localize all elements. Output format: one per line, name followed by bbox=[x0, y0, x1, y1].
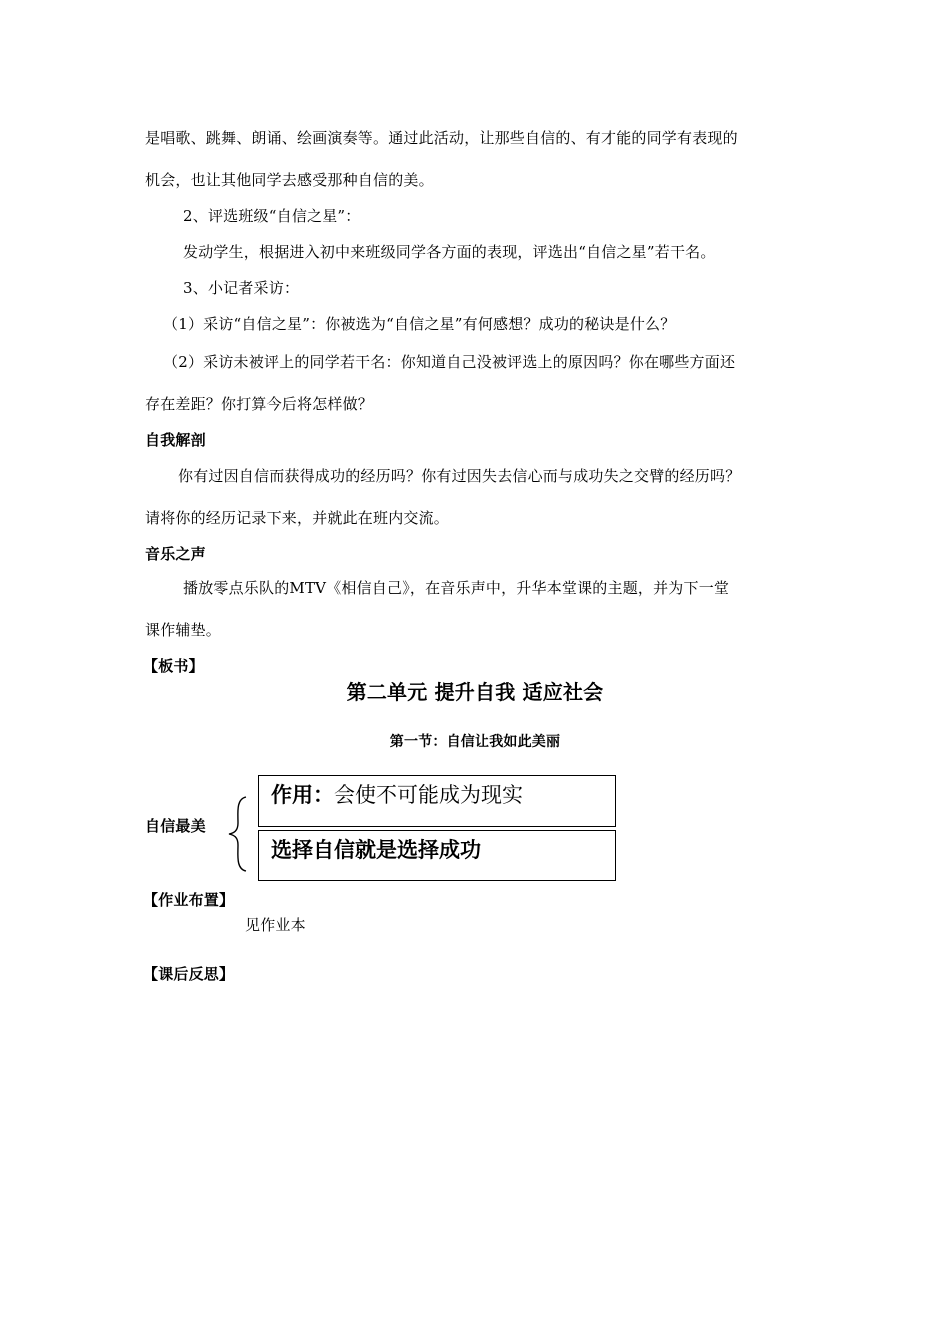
list-item-heading: 2、评选班级“自信之星”： bbox=[183, 207, 361, 225]
box-bold-text: 选择自信就是选择成功 bbox=[271, 838, 481, 862]
list-item-heading: 3、小记者采访： bbox=[183, 279, 300, 297]
paragraph-line: 请将你的经历记录下来，并就此在班内交流。 bbox=[145, 509, 450, 527]
list-item: （1）采访“自信之星”：你被选为“自信之星”有何感想？成功的秘诀是什么？ bbox=[163, 315, 676, 333]
board-left-label: 自信最美 bbox=[145, 817, 206, 835]
homework-heading: 【作业布置】 bbox=[143, 891, 235, 909]
board-box-choice bbox=[258, 830, 616, 881]
section-heading: 自我解剖 bbox=[145, 431, 206, 449]
list-item: （2）采访未被评上的同学若干名：你知道自己没被评选上的原因吗？你在哪些方面还 bbox=[163, 353, 736, 371]
reflection-heading: 【课后反思】 bbox=[143, 965, 235, 983]
paragraph-line: 是唱歌、跳舞、朗诵、绘画演奏等。通过此活动，让那些自信的、有才能的同学有表现的 bbox=[145, 129, 738, 147]
homework-text: 见作业本 bbox=[245, 916, 306, 934]
curly-brace-icon bbox=[226, 795, 250, 873]
box-text: 会使不可能成为现实 bbox=[334, 783, 523, 807]
section-heading: 音乐之声 bbox=[145, 545, 206, 563]
board-title: 第二单元 提升自我 适应社会 bbox=[346, 680, 604, 704]
paragraph-line: 存在差距？你打算今后将怎样做？ bbox=[145, 395, 374, 413]
paragraph-line: 机会，也让其他同学去感受那种自信的美。 bbox=[145, 171, 434, 189]
box-bold-label: 作用： bbox=[271, 783, 334, 807]
section-heading: 【板书】 bbox=[143, 657, 204, 675]
paragraph-line: 发动学生，根据进入初中来班级同学各方面的表现，评选出“自信之星”若干名。 bbox=[183, 243, 716, 261]
board-box-function bbox=[258, 775, 616, 827]
board-subtitle: 第一节：自信让我如此美丽 bbox=[389, 734, 561, 750]
paragraph-line: 你有过因自信而获得成功的经历吗？你有过因失去信心而与成功失之交臂的经历吗？ bbox=[178, 467, 741, 485]
paragraph-line: 课作辅垫。 bbox=[145, 621, 222, 639]
paragraph-line: 播放零点乐队的MTV《相信自己》，在音乐声中，升华本堂课的主题，并为下一堂 bbox=[183, 579, 730, 597]
